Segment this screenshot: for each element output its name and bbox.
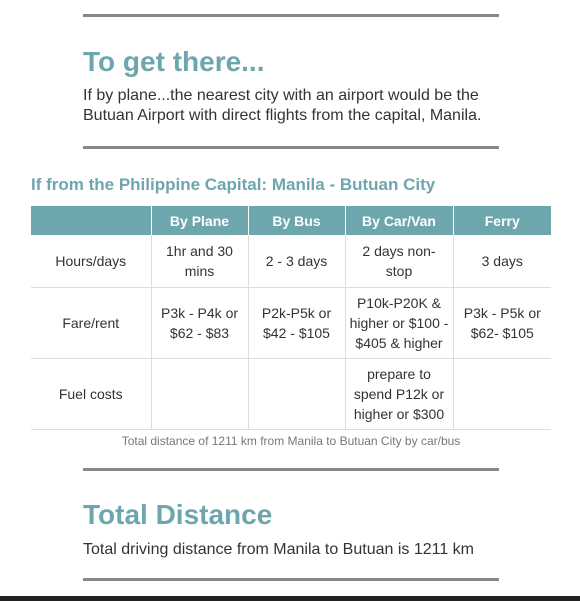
table-cell: 2 - 3 days (248, 235, 345, 288)
top-divider (83, 14, 499, 17)
page-bottom-edge (0, 596, 580, 601)
table-cell: 2 days non-stop (345, 235, 453, 288)
table-caption: Total distance of 1211 km from Manila to Butuan City by car/bus (121, 434, 461, 448)
table-header-cell: Ferry (453, 206, 551, 235)
table-header-cell: By Car/Van (345, 206, 453, 235)
table-header-cell: By Plane (151, 206, 248, 235)
table-row (31, 288, 551, 359)
travel-options-table (31, 206, 551, 430)
table-cell (248, 359, 345, 430)
section-intro-text: If by plane...the nearest city with an airport would be the Butuan Airport with direct flights from the capital, Manila. (83, 87, 482, 124)
total-distance-text: Total driving distance from Manila to Butuan is 1211 km (83, 541, 475, 558)
table-header-row (31, 206, 551, 235)
table-cell: P3k - P5k or $62- $105 (453, 288, 551, 359)
table-header-cell (31, 206, 151, 235)
table-row (31, 359, 551, 430)
bottom-divider (83, 578, 499, 581)
table-cell: Fare/rent (31, 288, 151, 359)
table-cell: 1hr and 30 mins (151, 235, 248, 288)
table-row (31, 235, 551, 288)
table-cell: P2k-P5k or $42 - $105 (248, 288, 345, 359)
table-cell: Hours/days (31, 235, 151, 288)
table-cell: Fuel costs (31, 359, 151, 430)
table-cell (151, 359, 248, 430)
section-title-to-get-there: To get there... (83, 46, 265, 77)
table-cell: 3 days (453, 235, 551, 288)
section-divider (83, 468, 499, 471)
table-heading: If from the Philippine Capital: Manila - Butuan City (31, 175, 436, 194)
table-cell (453, 359, 551, 430)
table-header-cell: By Bus (248, 206, 345, 235)
section-title-total-distance: Total Distance (83, 499, 273, 530)
section-divider (83, 146, 499, 149)
table-cell: P10k-P20K & higher or $100 - $405 & higher (345, 288, 453, 359)
table-cell: P3k - P4k or $62 - $83 (151, 288, 248, 359)
table-cell: prepare to spend P12k or higher or $300 (345, 359, 453, 430)
